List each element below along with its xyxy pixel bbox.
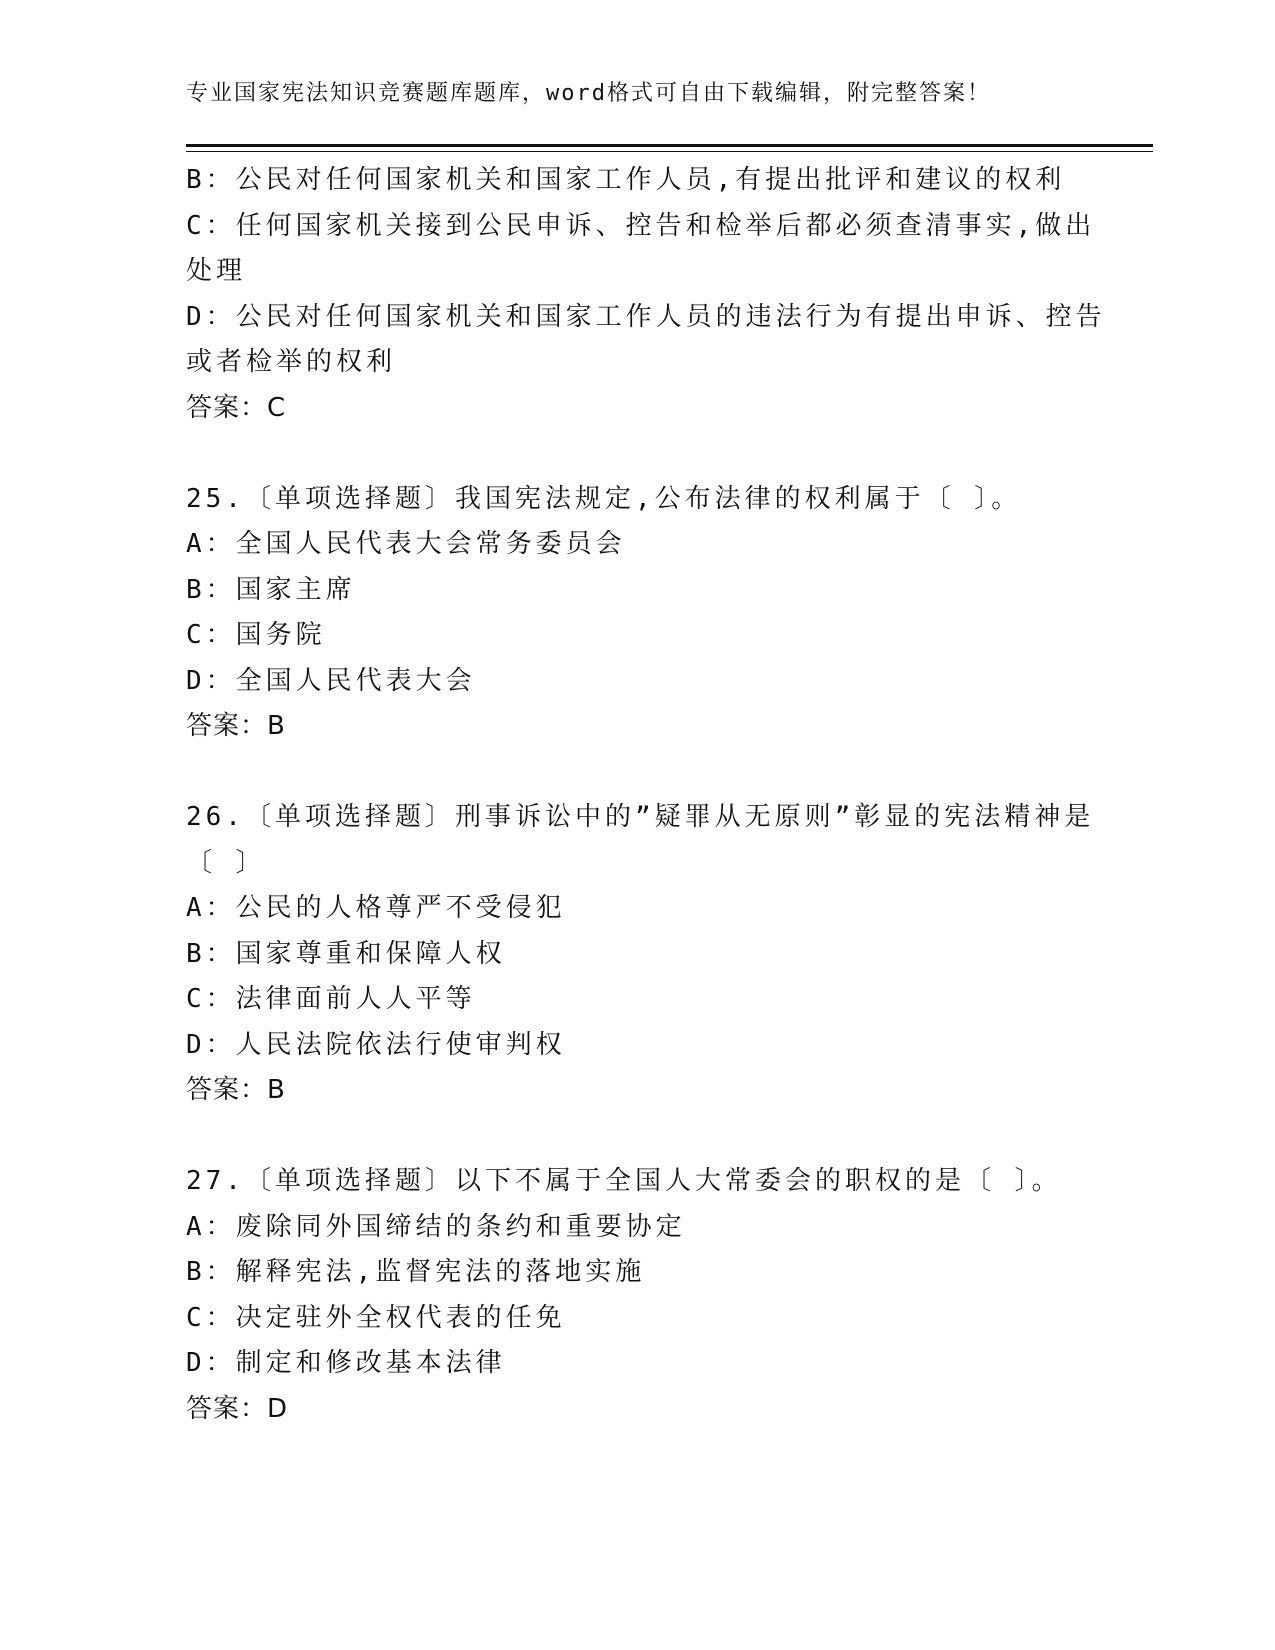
spacer [186, 750, 1086, 796]
spacer [186, 1114, 1086, 1160]
option-a: A：废除同外国缔结的条约和重要协定 [186, 1211, 686, 1242]
option-line: C：任何国家机关接到公民申诉、控告和检举后都必须查清事实,做出 [186, 210, 1096, 241]
option-line: D：公民对任何国家机关和国家工作人员的违法行为有提出申诉、控告 [186, 301, 1106, 332]
page-header: 专业国家宪法知识竞赛题库题库，word格式可自由下载编辑，附完整答案！ [186, 81, 991, 106]
question-stem: 27.〔单项选择题〕以下不属于全国人大常委会的职权的是〔 〕。 [186, 1166, 1062, 1196]
answer-label: 答案：D [186, 1393, 289, 1424]
question-26 [186, 795, 1095, 1114]
header-rule-thick [186, 144, 1153, 147]
option-a: A：全国人民代表大会常务委员会 [186, 529, 626, 559]
header-rule-thin [186, 151, 1153, 152]
option-a: A：公民的人格尊严不受侵犯 [186, 893, 566, 923]
option-c: C：决定驻外全权代表的任免 [186, 1302, 566, 1333]
answer-label: 答案：B [186, 1075, 286, 1105]
option-line: 或者检举的权利 [186, 347, 397, 377]
option-c: C：法律面前人人平等 [186, 984, 476, 1014]
spacer [186, 431, 1086, 477]
option-d: D：全国人民代表大会 [186, 665, 476, 696]
answer-label: 答案：B [186, 711, 286, 741]
option-d: D：制定和修改基本法律 [186, 1348, 506, 1378]
question-24-continuation [186, 158, 1106, 431]
question-27 [186, 1159, 1086, 1432]
question-stem: 25.〔单项选择题〕我国宪法规定,公布法律的权利属于〔 〕。 [186, 483, 1022, 514]
option-d: D：人民法院依法行使审判权 [186, 1029, 566, 1060]
option-b: B：国家主席 [186, 574, 356, 605]
question-stem: 26.〔单项选择题〕刑事诉讼中的”疑罪从无原则”彰显的宪法精神是 [186, 802, 1095, 832]
question-stem-continued: 〔 〕 [186, 847, 266, 878]
question-content [186, 158, 1106, 1432]
option-line: 处理 [186, 256, 247, 286]
option-c: C：国务院 [186, 620, 326, 650]
question-25 [186, 477, 1086, 750]
answer-label: 答案：C [186, 392, 287, 423]
option-b: B：国家尊重和保障人权 [186, 938, 506, 969]
option-b: B：解释宪法,监督宪法的落地实施 [186, 1257, 646, 1287]
option-line: B：公民对任何国家机关和国家工作人员,有提出批评和建议的权利 [186, 165, 1066, 195]
